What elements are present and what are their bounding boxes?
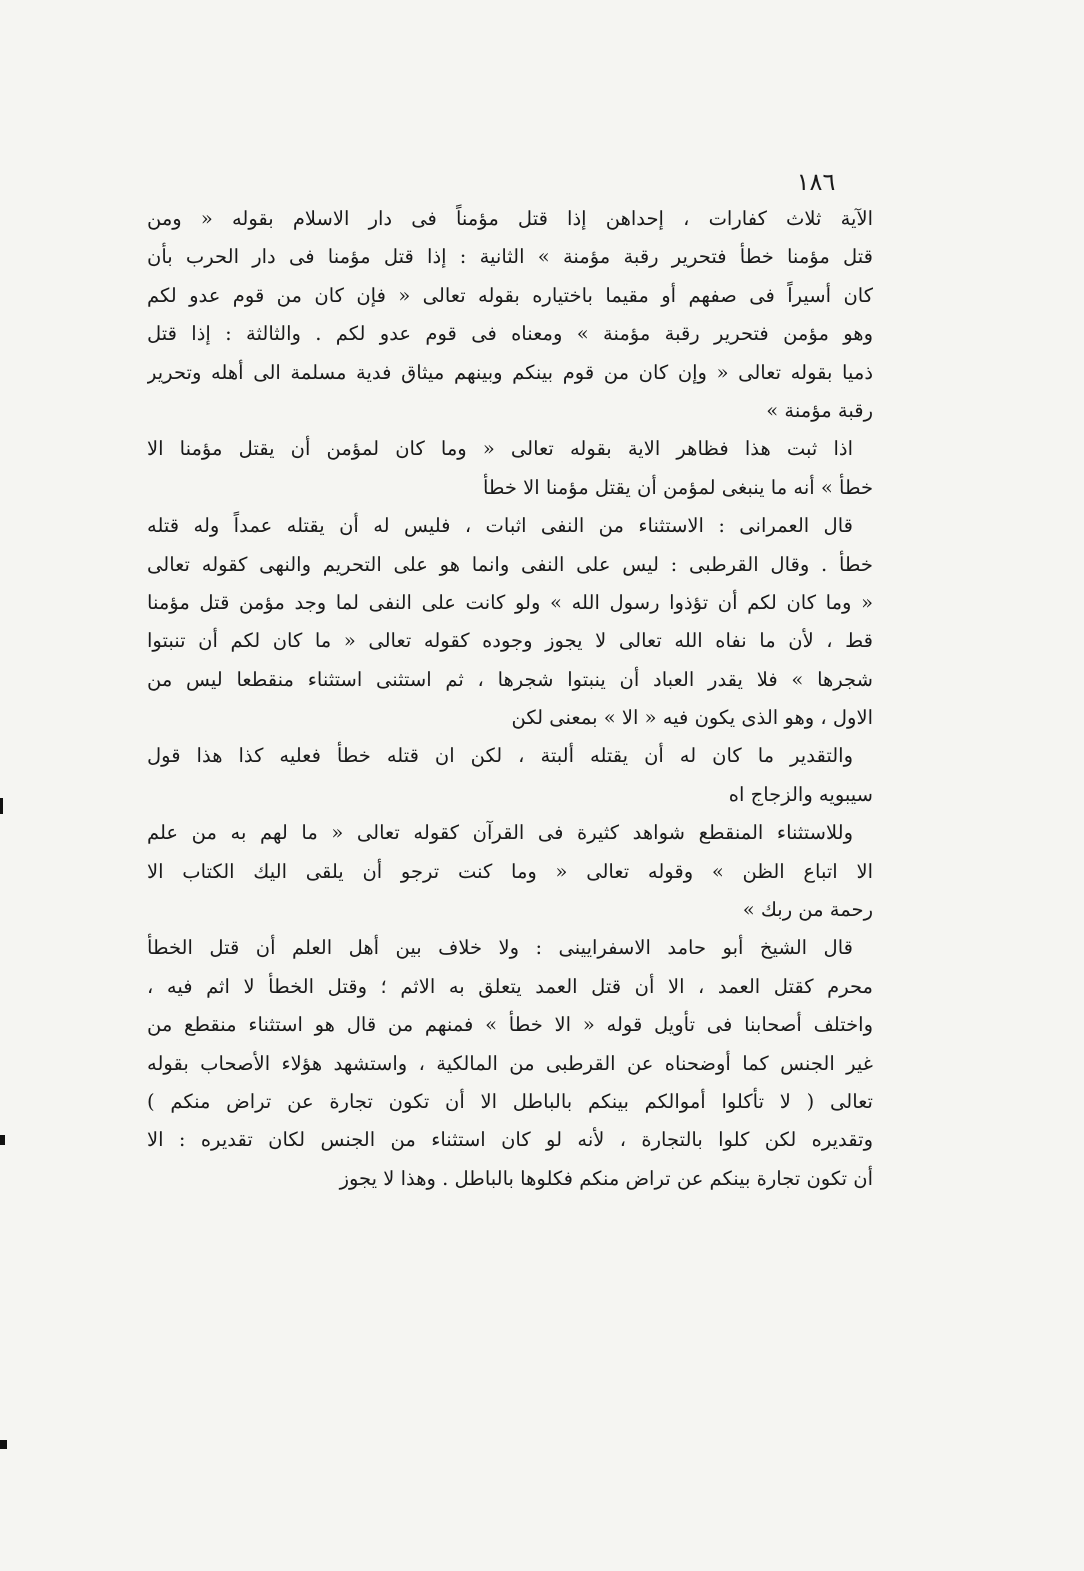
text-line: الاول ، وهو الذى يكون فيه « الا » بمعنى لكن: [511, 706, 873, 730]
text-line: رحمة من ربك »: [742, 898, 873, 922]
text-line: قال العمرانى : الاستثناء من النفى اثبات ، فليس له أن يقتله عمداً وله قتله: [147, 514, 853, 538]
text-line: شجرها » فلا يقدر العباد أن ينبتوا شجرها ، ثم استثنى استثناء منقطعا ليس من: [147, 667, 873, 691]
text-line: غير الجنس كما أوضحناه عن القرطبى من المالكية ، واستشهد هؤلاء الأصحاب بقوله: [147, 1051, 873, 1075]
text-line: سيبويه والزجاج اه: [728, 782, 873, 806]
text-line: واختلف أصحابنا فى تأويل قوله « الا خطأ » فمنهم من قال هو استثناء منقطع من: [147, 1013, 873, 1037]
body-text: [147, 200, 873, 1198]
text-line: وتقديره لكن كلوا بالتجارة ، لأنه لو كان استثناء من الجنس لكان تقديره : الا: [147, 1128, 873, 1152]
text-line: ذميا بقوله تعالى « وإن كان من قوم بينكم وبينهم ميثاق فدية مسلمة الى أهله وتحرير: [147, 360, 873, 384]
text-line: وهو مؤمن فتحرير رقبة مؤمنة » ومعناه فى قوم عدو لكم . والثالثة : إذا قتل: [147, 322, 873, 346]
text-line: أن تكون تجارة بينكم عن تراض منكم فكلوها بالباطل . وهذا لا يجوز: [339, 1166, 873, 1190]
text-line: اذا ثبت هذا فظاهر الاية بقوله تعالى « وما كان لمؤمن أن يقتل مؤمنا الا: [147, 437, 853, 461]
text-line: رقبة مؤمنة »: [766, 398, 873, 422]
text-line: قتل مؤمنا خطأ فتحرير رقبة مؤمنة » الثانية : إذا قتل مؤمنا فى دار الحرب بأن: [147, 245, 873, 269]
text-line: الآية ثلاث كفارات ، إحداهن إذا قتل مؤمناً فى دار الاسلام بقوله « ومن: [147, 207, 873, 230]
text-line: « وما كان لكم أن تؤذوا رسول الله » ولو كانت على النفى لما وجد مؤمن قتل مؤمنا: [147, 590, 873, 614]
text-line: والتقدير ما كان له أن يقتله ألبتة ، لكن ان قتله خطأ فعليه كذا هذا قول: [147, 744, 853, 768]
scan-edge-mark: [0, 1135, 5, 1145]
text-line: الا اتباع الظن » وقوله تعالى « وما كنت ترجو أن يلقى اليك الكتاب الا: [147, 859, 873, 883]
text-line: قال الشيخ أبو حامد الاسفرايينى : ولا خلاف بين أهل العلم أن قتل الخطأ: [147, 936, 853, 960]
text-line: محرم كقتل العمد ، الا أن قتل العمد يتعلق به الاثم ؛ وقتل الخطأ لا اثم فيه ،: [147, 974, 873, 998]
scan-edge-mark: [0, 1440, 7, 1449]
text-line: كان أسيراً فى صفهم أو مقيما باختياره بقوله تعالى « فإن كان من قوم عدو لكم: [147, 283, 873, 307]
text-line: قط ، لأن ما نفاه الله تعالى لا يجوز وجوده كقوله تعالى « ما كان لكم أن تنبتوا: [147, 629, 873, 653]
text-line: خطأ » أنه ما ينبغى لمؤمن أن يقتل مؤمنا الا خطأ: [482, 475, 873, 499]
page-number: ١٨٦: [796, 168, 836, 196]
text-line: وللاستثناء المنقطع شواهد كثيرة فى القرآن كقوله تعالى « ما لهم به من علم: [147, 821, 853, 845]
scan-edge-mark: [0, 798, 3, 814]
text-line: خطأ . وقال القرطبى : ليس على النفى وانما هو على التحريم والنهى كقوله تعالى: [147, 552, 873, 576]
text-line: تعالى ( لا تأكلوا أموالكم بينكم بالباطل الا أن تكون تجارة عن تراض منكم ): [147, 1089, 873, 1113]
